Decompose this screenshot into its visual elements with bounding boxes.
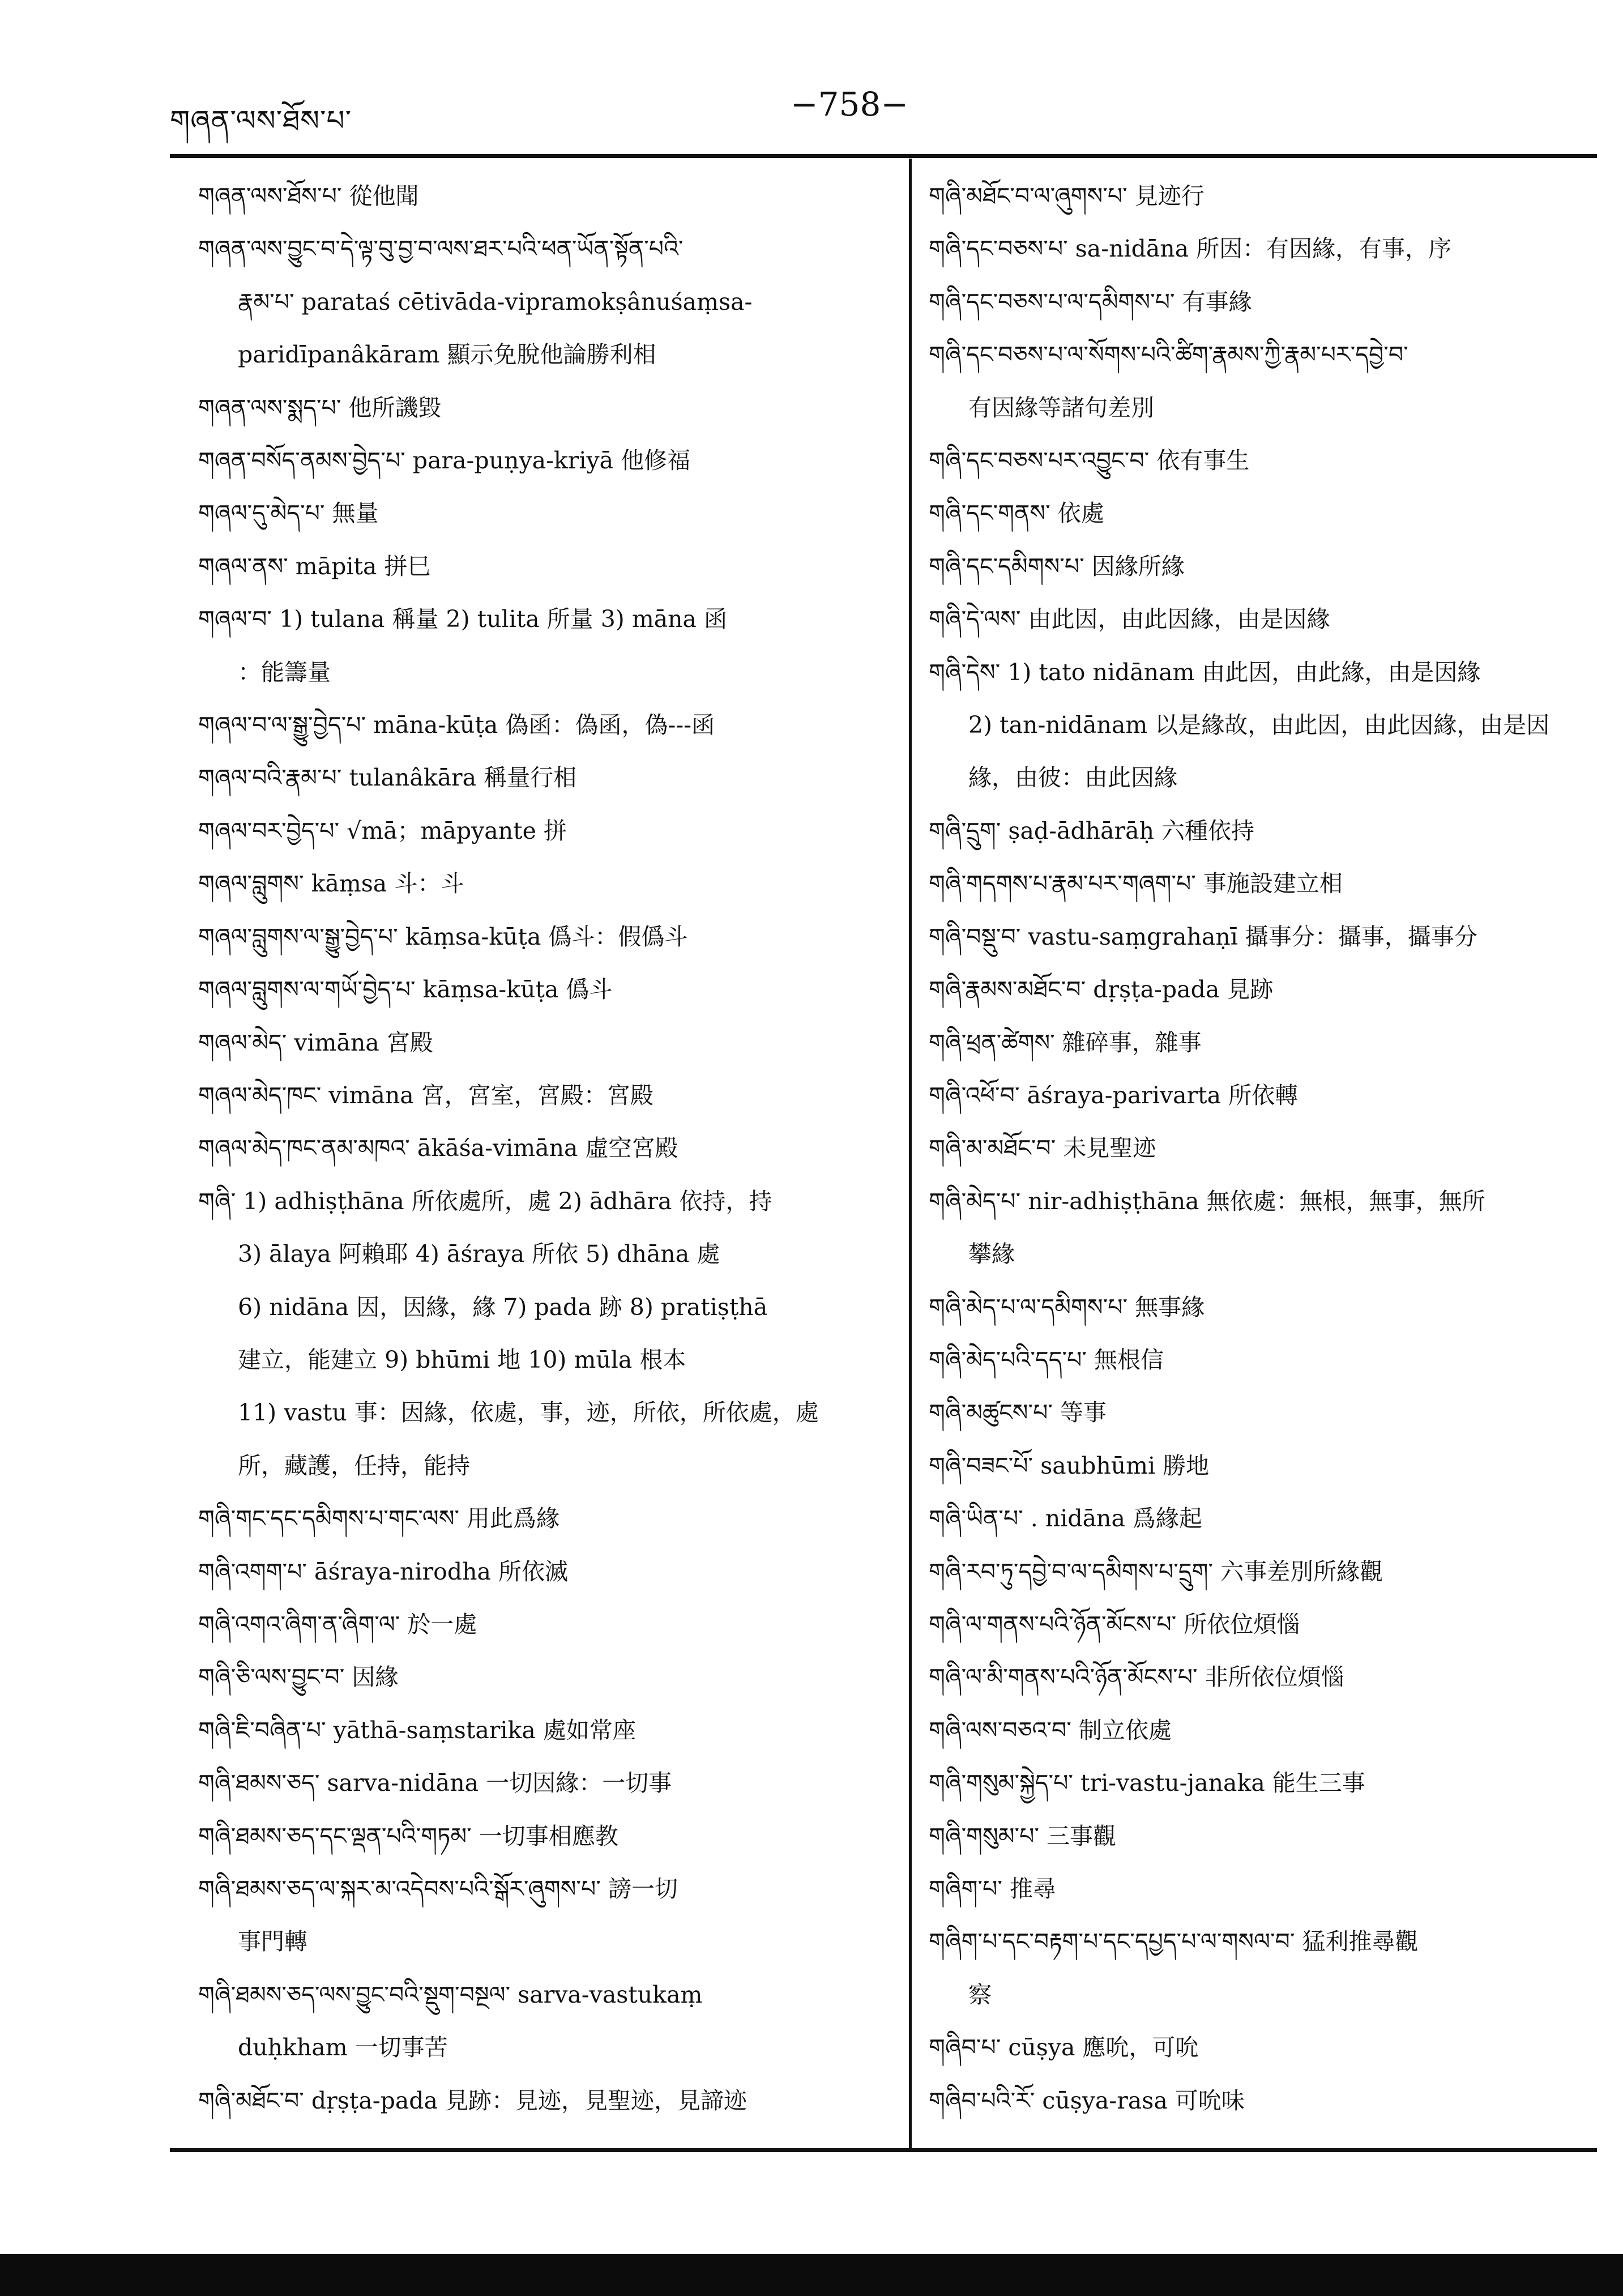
dictionary-line: 11) vastu 事：因緣，依處，事，迹，所依，所依處，處 (238, 1399, 819, 1427)
dictionary-line: 攀緣 (968, 1240, 1015, 1268)
dictionary-line: གཞི་མེད་པ་ལ་དམིགས་པ་ 無事緣 (929, 1293, 1205, 1321)
dictionary-line: གཞི་ 1) adhiṣṭhāna 所依處所，處 2) ādhāra 依持，持 (198, 1187, 772, 1215)
dictionary-line: 2) tan-nidānam 以是緣故，由此因，由此因緣，由是因 (968, 711, 1550, 739)
dictionary-line: གཞི་མ་མཐོང་བ་ 未見聖迹 (929, 1134, 1156, 1162)
dictionary-line: གཞི་འཕོ་བ་ āśraya-parivarta 所依轉 (929, 1081, 1299, 1109)
dictionary-line: 緣，由彼：由此因緣 (968, 764, 1177, 792)
dictionary-line: གཞི་བསྡུ་བ་ vastu-saṃgrahaṇī 攝事分：攝事，攝事分 (929, 923, 1477, 950)
dictionary-line: 6) nidāna 因，因緣，緣 7) pada 跡 8) pratiṣṭhā (238, 1293, 768, 1321)
dictionary-line: གཞིག་པ་ 推尋 (929, 1875, 1056, 1902)
dictionary-line: གཞི་ཐམས་ཅད་ལས་བྱུང་བའི་སྡུག་བསྔལ་ sarva-vastukaṃ (198, 1981, 703, 2008)
dictionary-line: གཞིག་པ་དང་བརྟག་པ་དང་དཔྱད་པ་ལ་གསལ་བ་ 猛利推尋觀 (929, 1928, 1419, 1956)
dictionary-line: གཞི་དང་བཅས་པ་ sa-nidāna 所因：有因緣，有事，序 (929, 235, 1452, 263)
dictionary-line: གཞི་དང་བཅས་པར་འབྱུང་བ་ 依有事生 (929, 447, 1250, 475)
dictionary-line: གཞན་ལས་སྨད་པ་ 他所譏毀 (198, 394, 442, 421)
dictionary-line: གཞི་གསུམ་སྐྱེད་པ་ tri-vastu-janaka 能生三事 (929, 1769, 1365, 1797)
scan-edge-band (0, 2254, 1623, 2296)
bottom-rule (170, 2148, 1597, 2152)
dictionary-line: གཞི་མེད་པ་ nir-adhiṣṭhāna 無依處：無根，無事，無所 (929, 1187, 1485, 1215)
dictionary-line: གཞལ་ནས་ māpita 拼巳 (198, 552, 431, 580)
dictionary-line: གཞལ་མེད་ཁང་ vimāna 宮，宮室，宮殿：宮殿 (198, 1081, 654, 1109)
dictionary-line: གཞལ་མེད་ vimāna 宮殿 (198, 1028, 433, 1056)
dictionary-line: གཞི་མཐོང་བ་ལ་ཞུགས་པ་ 見迹行 (929, 182, 1205, 210)
dictionary-line: གཞི་དེ་ལས་ 由此因，由此因緣，由是因緣 (929, 605, 1330, 633)
running-header: གཞན་ལས་ཐོས་པ་ (170, 104, 352, 137)
dictionary-line: གཞི་ཐམས་ཅད་ sarva-nidāna 一切因緣：一切事 (198, 1769, 672, 1797)
dictionary-line: གཞལ་བ་ལ་སྒྱུ་བྱེད་པ་ māna-kūṭa 偽函：偽函，偽---函 (198, 711, 715, 739)
dictionary-line: གཞན་ལས་བྱུང་བ་དེ་ལྟ་བུ་བྱ་བ་ལས་ཐར་པའི་ཕན་ཡོན་སྟོན་པའི་ (198, 235, 684, 263)
dictionary-line: གཞི་དང་བཅས་པ་ལ་དམིགས་པ་ 有事緣 (929, 288, 1252, 315)
dictionary-line: གཞི་ཅི་ལས་བྱུང་བ་ 因緣 (198, 1663, 399, 1691)
dictionary-line: གཞི་མཐོང་བ་ dṛṣṭa-pada 見跡：見迹，見聖迹，見諦迹 (198, 2086, 747, 2114)
dictionary-line: གཞི་བཟང་པོ་ saubhūmi 勝地 (929, 1452, 1210, 1479)
right-column (929, 170, 1597, 2127)
dictionary-line: གཞལ་མེད་ཁང་ནམ་མཁའ་ ākāśa-vimāna 虛空宮殿 (198, 1134, 678, 1162)
dictionary-line: duḥkham 一切事苦 (238, 2034, 448, 2062)
dictionary-line: གཞི་དྲུག་ ṣaḍ-ādhārāḥ 六種依持 (929, 817, 1255, 844)
dictionary-line: གཞལ་དུ་མེད་པ་ 無量 (198, 500, 379, 527)
dictionary-line: གཞན་ལས་ཐོས་པ་ 從他聞 (198, 182, 419, 210)
top-rule (170, 154, 1597, 158)
dictionary-line: གཞལ་བླུགས་ལ་གཡོ་བྱེད་པ་ kāṃsa-kūṭa 僞斗 (198, 976, 613, 1004)
dictionary-line: གཞི་ལ་མི་གནས་པའི་ཉོན་མོངས་པ་ 非所依位煩惱 (929, 1663, 1344, 1691)
dictionary-line: གཞི་འགག་པ་ āśraya-nirodha 所依滅 (198, 1557, 568, 1585)
dictionary-line: གཞི་དེས་ 1) tato nidānam 由此因，由此緣，由是因緣 (929, 658, 1481, 686)
dictionary-line: 事門轉 (238, 1928, 307, 1956)
dictionary-line: གཞི་རྣམས་མཐོང་བ་ dṛṣṭa-pada 見跡 (929, 976, 1274, 1004)
dictionary-line: གཞི་གསུམ་པ་ 三事觀 (929, 1822, 1117, 1850)
dictionary-line: གཞལ་བར་བྱེད་པ་ √mā；māpyante 拼 (198, 817, 567, 844)
dictionary-line: གཞི་རབ་ཏུ་དབྱེ་བ་ལ་དམིགས་པ་དྲུག་ 六事差別所緣觀 (929, 1557, 1383, 1585)
dictionary-line: གཞལ་བའི་རྣམ་པ་ tulanâkāra 稱量行相 (198, 764, 577, 792)
dictionary-line: གཞི་འགའ་ཞིག་ན་ཞིག་ལ་ 於一處 (198, 1610, 477, 1638)
dictionary-line: གཞི་གདགས་པ་རྣམ་པར་གཞག་པ་ 事施設建立相 (929, 870, 1343, 898)
dictionary-line: གཞི་ཇི་བཞིན་པ་ yāthā-saṃstarika 處如常座 (198, 1716, 636, 1744)
dictionary-line: གཞི་ཐམས་ཅད་ལ་སྐར་མ་འདེབས་པའི་སྒོར་ཞུགས་པ་ 謗一切 (198, 1875, 678, 1902)
dictionary-line: གཞི་དང་གནས་ 依處 (929, 500, 1104, 527)
dictionary-line: རྣམ་པ་ parataś cētivāda-vipramokṣânuśaṃsa- (238, 288, 753, 315)
dictionary-line: གཞི་མཚུངས་པ་ 等事 (929, 1399, 1107, 1427)
dictionary-line: གཞལ་བ་ 1) tulana 稱量 2) tulita 所量 3) māna 函 (198, 605, 728, 633)
dictionary-line: 察 (968, 1981, 992, 2008)
dictionary-line: 有因緣等諸句差別 (968, 394, 1154, 421)
dictionary-line: 建立，能建立 9) bhūmi 地 10) mūla 根本 (238, 1346, 686, 1373)
dictionary-line: གཞི་ཐམས་ཅད་དང་ལྡན་པའི་གཏམ་ 一切事相應教 (198, 1822, 618, 1850)
dictionary-line: 3) ālaya 阿賴耶 4) āśraya 所依 5) dhāna 處 (238, 1240, 720, 1268)
dictionary-line: paridīpanâkāram 顯示免脫他論勝利相 (238, 341, 656, 369)
dictionary-line: གཞལ་བླུགས་ལ་སྒྱུ་བྱེད་པ་ kāṃsa-kūṭa 僞斗：假僞斗 (198, 923, 688, 950)
column-divider (909, 159, 912, 2148)
dictionary-line: གཞི་གང་དང་དམིགས་པ་གང་ལས་ 用此爲緣 (198, 1505, 560, 1533)
dictionary-line: གཞི་ཕྲན་ཚེགས་ 雜碎事，雜事 (929, 1028, 1202, 1056)
dictionary-line: ：能籌量 (238, 658, 331, 686)
dictionary-line: གཞལ་བླུགས་ kāṃsa 斗：斗 (198, 870, 464, 898)
left-column (198, 170, 900, 2127)
dictionary-line: གཞི་དང་དམིགས་པ་ 因緣所緣 (929, 552, 1185, 580)
dictionary-line: གཞི་དང་བཅས་པ་ལ་སོགས་པའི་ཚིག་རྣམས་ཀྱི་རྣམ་པར་དབྱེ་བ་ (929, 341, 1408, 369)
dictionary-line: གཞི་མེད་པའི་དད་པ་ 無根信 (929, 1346, 1164, 1373)
dictionary-line: གཞི་ལས་བཅའ་བ་ 制立依處 (929, 1716, 1172, 1744)
page-number: −758− (791, 85, 908, 123)
dictionary-line: གཞན་བསོད་ནམས་བྱེད་པ་ para-puṇya-kriyā 他修福 (198, 447, 691, 475)
dictionary-line: གཞི་ཡིན་པ་ . nidāna 爲緣起 (929, 1505, 1202, 1533)
dictionary-line: 所，藏護，任持，能持 (238, 1452, 470, 1479)
dictionary-line: གཞིབ་པ་ cūṣya 應吮，可吮 (929, 2034, 1199, 2062)
dictionary-line: གཞིབ་པའི་རོ་ cūṣya-rasa 可吮味 (929, 2086, 1245, 2114)
dictionary-line: གཞི་ལ་གནས་པའི་ཉོན་མོངས་པ་ 所依位煩惱 (929, 1610, 1300, 1638)
